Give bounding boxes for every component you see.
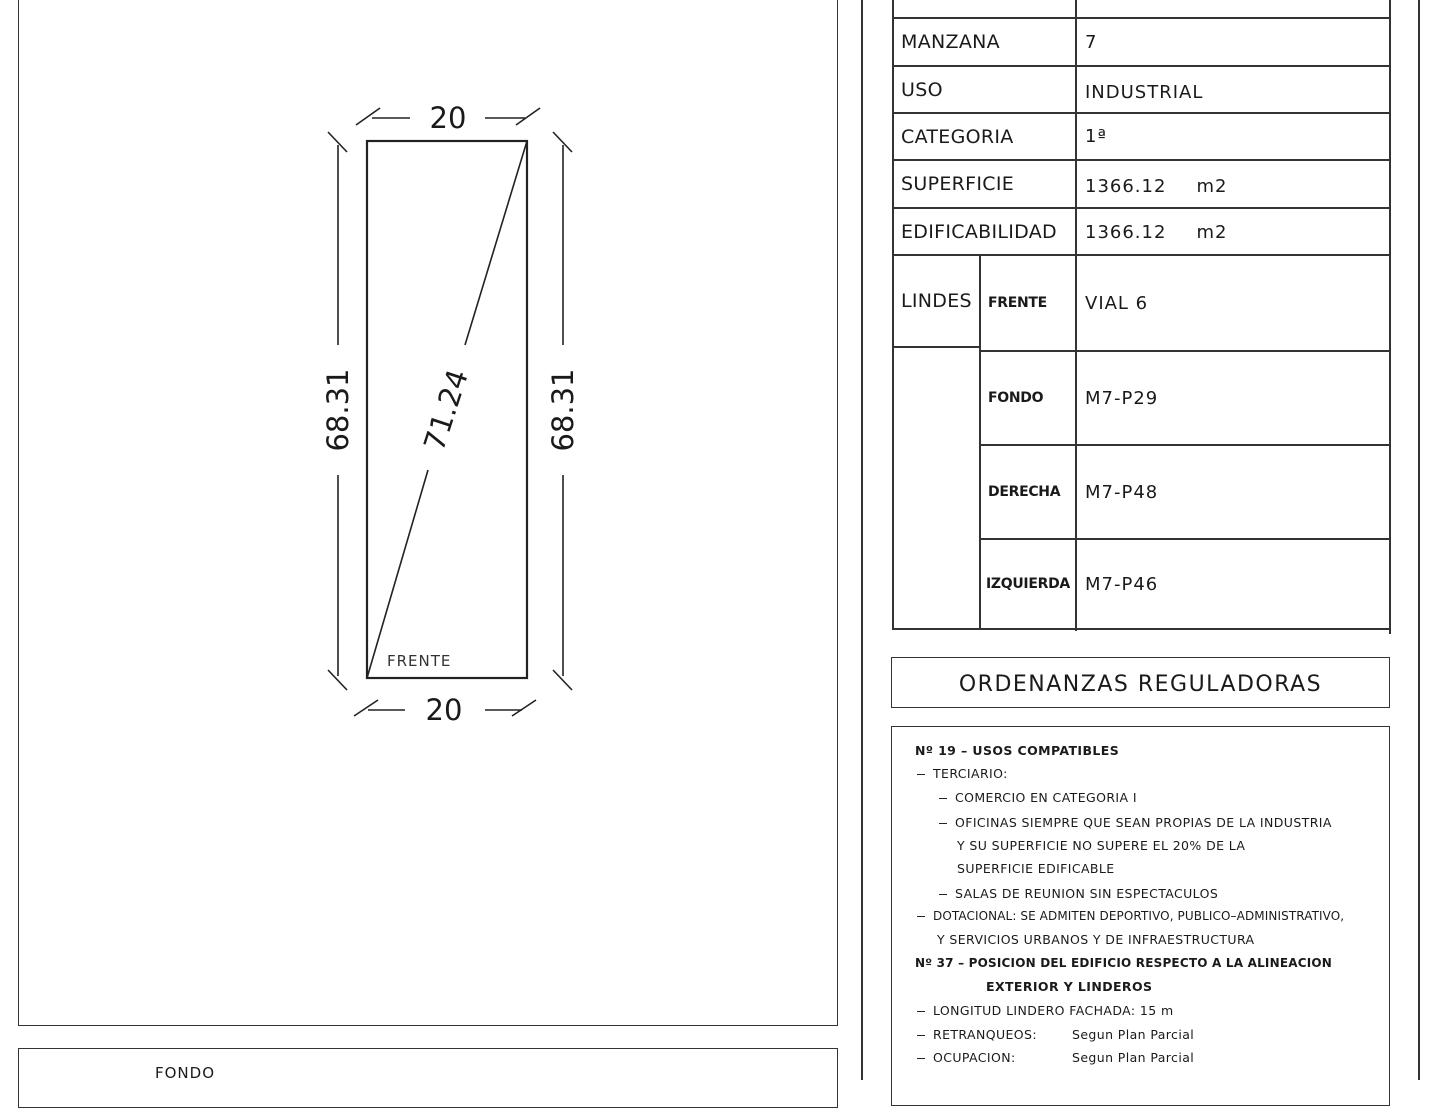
uso-label: USO [901, 78, 943, 101]
right-dimension-label: 68.31 [546, 368, 580, 452]
categoria-value: 1ª [1085, 126, 1107, 147]
ordenanza-line: OCUPACION: [917, 1050, 1016, 1065]
superficie-unit: m2 [1196, 175, 1228, 197]
ordenanza-line: Y SERVICIOS URBANOS Y DE INFRAESTRUCTURA [937, 932, 1255, 947]
top-dimension-label: 20 [429, 101, 467, 135]
bottom-drawing-panel [18, 1048, 838, 1108]
superficie-value [1077, 163, 1389, 209]
ordenanza-line: TERCIARIO: [917, 766, 1008, 781]
ordenanza-37-heading: Nº 37 – POSICION DEL EDIFICIO RESPECTO A LA ALINEACION [915, 956, 1333, 970]
ordenanzas-title: ORDENANZAS REGULADORAS [958, 671, 1323, 697]
ordenanza-19-heading: Nº 19 – USOS COMPATIBLES [915, 743, 1120, 758]
diagonal-line-upper [465, 141, 527, 345]
ordenanza-line: RETRANQUEOS: [917, 1027, 1037, 1042]
superficie-label: SUPERFICIE [901, 173, 1015, 195]
ordenanza-line: SUPERFICIE EDIFICABLE [957, 861, 1115, 876]
ordenanza-line-value: Segun Plan Parcial [1072, 1050, 1195, 1065]
edificabilidad-label: EDIFICABILIDAD [901, 220, 1057, 243]
lindes-derecha-label: DERECHA [988, 484, 1061, 500]
lindes-izquierda-label: IZQUIERDA [986, 576, 1070, 592]
sheet-border-right [1418, 0, 1420, 1080]
ordenanza-line: OFICINAS SIEMPRE QUE SEAN PROPIAS DE LA INDUSTRIA [939, 815, 1332, 830]
manzana-value: 7 [1085, 31, 1098, 53]
lindes-label: LINDES [901, 290, 972, 312]
superficie-number: 1366.12 [1085, 175, 1167, 197]
lindes-fondo-value: M7-P29 [1085, 387, 1159, 409]
fondo-label: FONDO [155, 1064, 216, 1082]
edificabilidad-number: 1366.12 [1085, 222, 1167, 243]
ordenanza-37-heading-cont: EXTERIOR Y LINDEROS [986, 979, 1153, 994]
uso-value: INDUSTRIAL [1085, 82, 1204, 103]
ordenanza-line: DOTACIONAL: SE ADMITEN DEPORTIVO, PUBLICO–ADMINISTRATIVO, [917, 909, 1344, 923]
diagonal-line-lower [367, 470, 428, 678]
ordenanza-line: Y SU SUPERFICIE NO SUPERE EL 20% DE LA [957, 838, 1246, 853]
manzana-label: MANZANA [901, 31, 1000, 53]
ordenanza-line-value: Segun Plan Parcial [1072, 1027, 1195, 1042]
edificabilidad-value [1077, 210, 1389, 255]
ordenanza-line: LONGITUD LINDERO FACHADA: 15 m [917, 1003, 1174, 1018]
lindes-frente-label: FRENTE [988, 295, 1047, 311]
bottom-dimension-label: 20 [425, 693, 463, 727]
lindes-fondo-label: FONDO [988, 390, 1044, 406]
ordenanza-line: COMERCIO EN CATEGORIA I [939, 790, 1137, 805]
categoria-label: CATEGORIA [901, 125, 1014, 148]
lindes-izquierda-value: M7-P46 [1085, 573, 1159, 595]
front-label: FRENTE [387, 652, 452, 670]
diagonal-dimension-label: 71.24 [417, 365, 475, 455]
ordenanza-line: SALAS DE REUNION SIN ESPECTACULOS [939, 886, 1218, 901]
lindes-frente-value: VIAL 6 [1085, 292, 1149, 314]
sheet-border-left [861, 0, 863, 1080]
left-dimension-label: 68.31 [321, 368, 355, 452]
edificabilidad-unit: m2 [1196, 222, 1228, 243]
lindes-derecha-value: M7-P48 [1085, 481, 1159, 503]
